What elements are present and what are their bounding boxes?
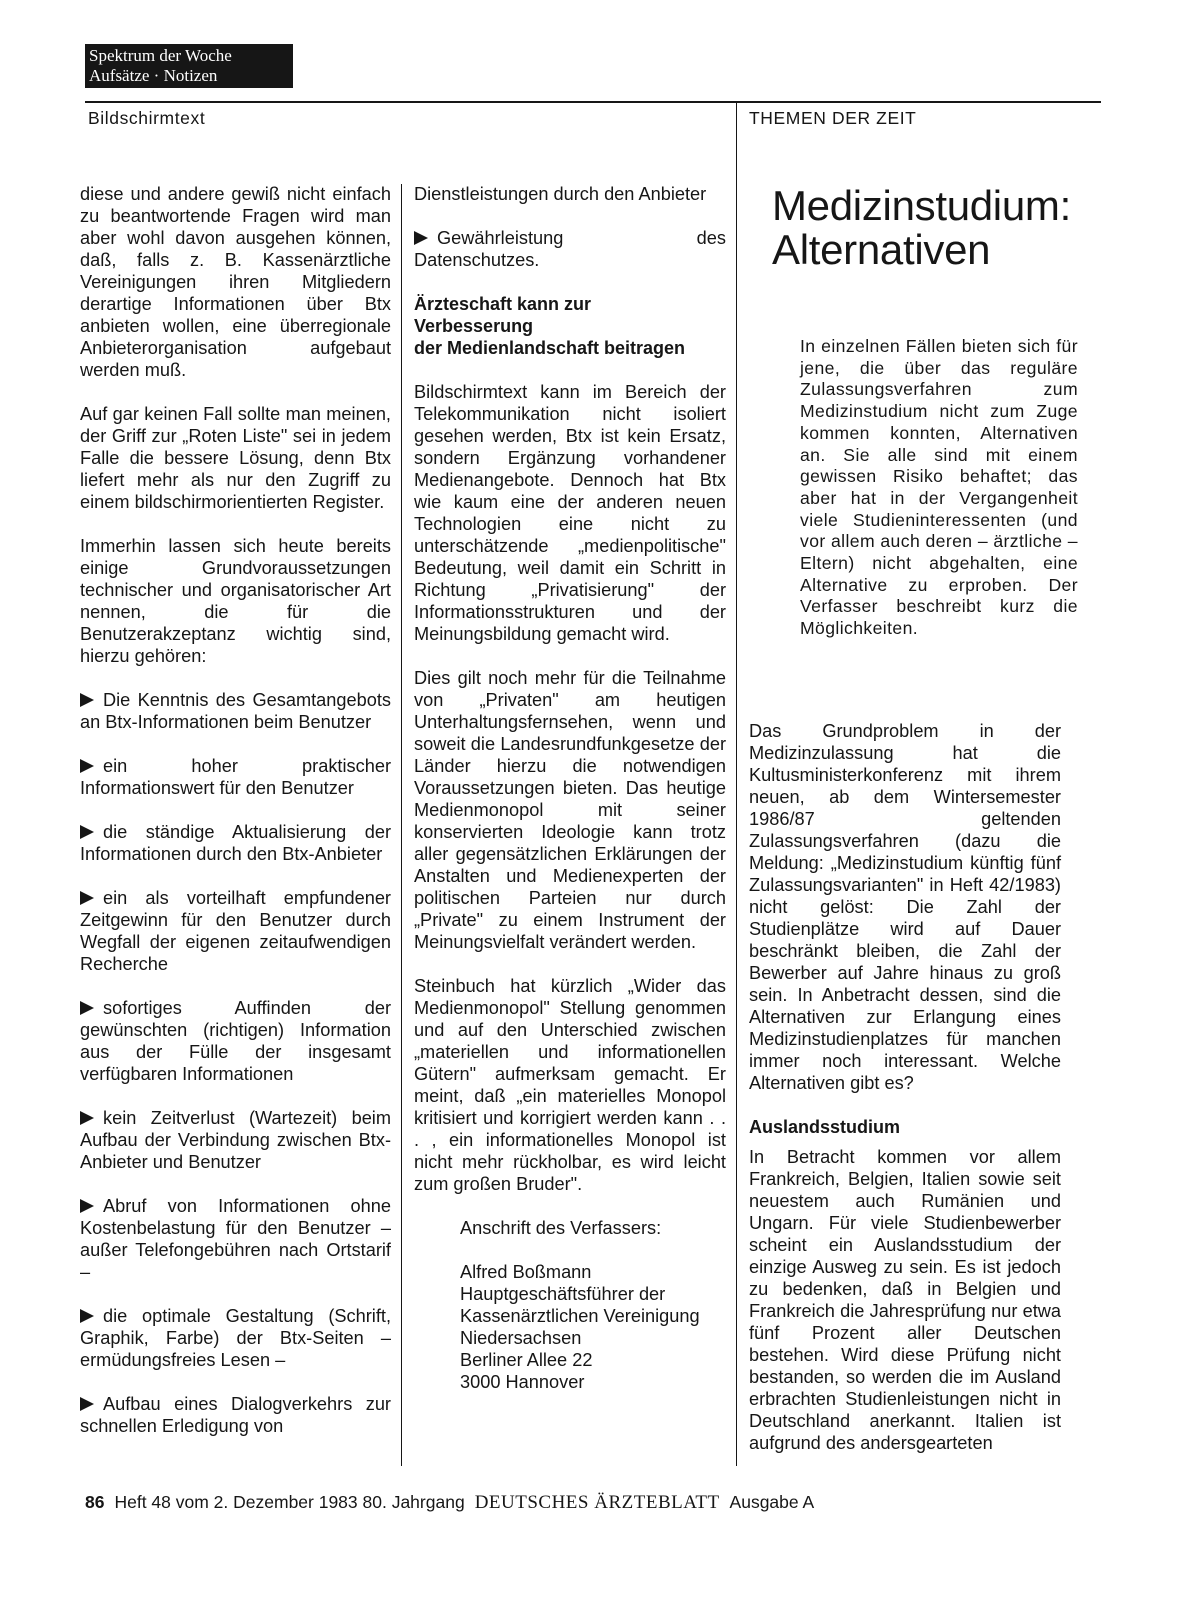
section-label-right: THEMEN DER ZEIT bbox=[749, 108, 917, 128]
paragraph: Auf gar keinen Fall sollte man meinen, der Griff zur „Roten Liste" sei in jedem Falle die bessere Lösung, denn Btx liefert mehr als nur den Zugriff zu einem bildschirmorientierten Register. bbox=[80, 404, 391, 512]
subheading-line: der Medienlandschaft beitragen bbox=[414, 338, 686, 358]
triangle-bullet-icon bbox=[80, 1309, 94, 1323]
bullet-text: kein Zeitverlust (Wartezeit) beim Aufbau der Verbindung zwischen Btx-Anbieter und Benutzer bbox=[80, 1108, 391, 1172]
address-line: 3000 Hannover bbox=[460, 1372, 585, 1392]
subheading: Auslandsstudium bbox=[749, 1117, 901, 1137]
paragraph: Bildschirmtext kann im Bereich der Telekommunikation nicht isoliert gesehen werden, Btx ist kein Ersatz, sondern Ergänzung vorhandener Medienangebote. Dennoch hat Btx wie kaum eine der anderen neuen Technologien eine nicht zu unterschätzende „medienpolitische" Bedeutung, weil damit ein Schritt in Richtung „Privatisierung" der Informationsstrukturen und der Meinungsbildung gemacht wird. bbox=[414, 382, 726, 644]
paragraph: Dies gilt noch mehr für die Teilnahme von „Privaten" am heutigen Unterhaltungsfernsehen, wenn und soweit die Landesrundfunkgesetze der Länder hierzu die notwendigen Voraussetzungen bieten. Das heutige Medienmonopol mit seiner konservierten Ideologie kann trotz aller gegensätzlichen Erklärungen der Anstalten und Medienexperten der politischen Parteien nur durch „Private" zu einem Instrument der Meinungsvielfalt verändert werden. bbox=[414, 668, 726, 952]
bullet-text: Aufbau eines Dialogverkehrs zur schnellen Erledigung von bbox=[80, 1394, 391, 1436]
bullet-item bbox=[80, 1305, 391, 1371]
triangle-bullet-icon bbox=[80, 1111, 94, 1125]
triangle-bullet-icon bbox=[80, 1199, 94, 1213]
triangle-bullet-icon bbox=[80, 693, 94, 707]
article-title bbox=[772, 184, 1112, 272]
bullet-item bbox=[80, 997, 391, 1085]
column-1 bbox=[80, 183, 391, 1459]
column-rule-1 bbox=[401, 184, 402, 1466]
article-title-line2: Alternativen bbox=[772, 226, 991, 273]
column-2 bbox=[414, 183, 726, 1393]
triangle-bullet-icon bbox=[80, 1397, 94, 1411]
subheading bbox=[414, 293, 726, 359]
address-line: Berliner Allee 22 bbox=[460, 1350, 593, 1370]
triangle-bullet-icon bbox=[80, 825, 94, 839]
article-title-line1: Medizinstudium: bbox=[772, 182, 1071, 229]
top-rule bbox=[85, 101, 1101, 103]
bullet-text: die optimale Gestaltung (Schrift, Graphik, Farbe) der Btx-Seiten – ermüdungsfreies Lesen – bbox=[80, 1306, 391, 1370]
column-3 bbox=[749, 720, 1061, 1476]
triangle-bullet-icon bbox=[80, 1001, 94, 1015]
edition-label: Ausgabe A bbox=[729, 1492, 815, 1512]
author-address bbox=[414, 1217, 726, 1393]
bullet-item bbox=[80, 755, 391, 799]
section-header-line2: Aufsätze · Notizen bbox=[89, 66, 218, 85]
paragraph: Immerhin lassen sich heute bereits einige Grundvoraussetzungen technischer und organisatorischer Art nennen, die für die Benutzerakzeptanz wichtig sind, hierzu gehören: bbox=[80, 536, 391, 666]
bullet-item bbox=[80, 689, 391, 733]
paragraph: Das Grundproblem in der Medizinzulassung hat die Kultusministerkonferenz mit ihrem neuen, ab dem Wintersemester 1986/87 geltenden Zulassungsverfahren (dazu die Meldung: „Medizinstudium künftig fünf Zulassungsvarianten" in Heft 42/1983) nicht gelöst: Die Zahl der Studienplätze wird auf Dauer beschränkt bleiben, die Zahl der Bewerber auf Jahre hinaus zu groß sein. In Anbetracht dessen, sind die Alternativen zur Erlangung eines Medizinstudienplatzes für manchen immer noch interessant. Welche Alternativen gibt es? bbox=[749, 721, 1061, 1093]
bullet-text: Die Kenntnis des Gesamtangebots an Btx-Informationen beim Benutzer bbox=[80, 690, 391, 732]
bullet-item bbox=[80, 1393, 391, 1437]
section-label-left: Bildschirmtext bbox=[88, 108, 206, 128]
address-line: Hauptgeschäftsführer der bbox=[460, 1284, 666, 1304]
bullet-text: ein als vorteilhaft empfundener Zeitgewinn für den Benutzer durch Wegfall der eigenen zeitaufwendigen Recherche bbox=[80, 888, 391, 974]
section-header-box bbox=[85, 44, 293, 88]
address-line: Kassenärztlichen Vereinigung bbox=[460, 1306, 700, 1326]
bullet-text: Abruf von Informationen ohne Kostenbelastung für den Benutzer – außer Telefongebühren nach Ortstarif – bbox=[80, 1196, 391, 1282]
bullet-item bbox=[80, 1195, 391, 1283]
issue-info: Heft 48 vom 2. Dezember 1983 80. Jahrgang bbox=[114, 1492, 465, 1512]
bullet-text: ein hoher praktischer Informationswert für den Benutzer bbox=[80, 756, 391, 798]
section-header-line1: Spektrum der Woche bbox=[89, 46, 232, 65]
page-number: 86 bbox=[85, 1492, 105, 1512]
address-title: Anschrift des Verfassers: bbox=[460, 1218, 662, 1238]
paragraph: Dienstleistungen durch den Anbieter bbox=[414, 184, 707, 204]
paragraph: diese und andere gewiß nicht einfach zu beantwortende Fragen wird man aber wohl davon ausgehen können, daß, falls z. B. Kassenärztliche Vereinigungen ihren Mitgliedern derartige Informationen über Btx anbieten wollen, eine überregionale Anbieterorganisation aufgebaut werden muß. bbox=[80, 184, 391, 380]
address-line: Alfred Boßmann bbox=[460, 1262, 592, 1282]
column-rule-2 bbox=[736, 101, 737, 1466]
journal-name: DEUTSCHES ÄRZTEBLATT bbox=[474, 1492, 720, 1513]
triangle-bullet-icon bbox=[414, 231, 428, 245]
article-teaser: In einzelnen Fällen bieten sich für jene, die über das reguläre Zulassungsverfahren zum Medizinstudium nicht zum Zuge kommen konnten, Alternativen an. Sie alle sind mit einem gewissen Risiko behaftet; das aber hat in der Vergangenheit viele Studieninteressenten (und vor allem auch deren – ärztliche – Eltern) nicht abgehalten, eine Alternative zu erproben. Der Verfasser beschreibt kurz die Möglichkeiten. bbox=[800, 336, 1078, 639]
bullet-item bbox=[80, 1107, 391, 1173]
subheading-line: Verbesserung bbox=[414, 316, 534, 336]
paragraph: Steinbuch hat kürzlich „Wider das Medienmonopol" Stellung genommen und auf den Unterschied zwischen „materiellen und informationellen Gütern" aufmerksam gemacht. Er meint, daß „ein materielles Monopol kritisiert und korrigiert werden kann . . . , ein informationelles Monopol ist nicht mehr rückholbar, es wird leicht zum großen Bruder". bbox=[414, 976, 726, 1194]
subheading-line: Ärzteschaft kann zur bbox=[414, 294, 592, 314]
triangle-bullet-icon bbox=[80, 759, 94, 773]
triangle-bullet-icon bbox=[80, 891, 94, 905]
bullet-text: die ständige Aktualisierung der Informationen durch den Btx-Anbieter bbox=[80, 822, 391, 864]
page-footer bbox=[85, 1492, 814, 1514]
bullet-item bbox=[80, 887, 391, 975]
address-line: Niedersachsen bbox=[460, 1328, 582, 1348]
bullet-text: Gewährleistung des Datenschutzes. bbox=[414, 228, 726, 270]
bullet-text: sofortiges Auffinden der gewünschten (richtigen) Information aus der Fülle der insgesamt verfügbaren Informationen bbox=[80, 998, 391, 1084]
paragraph: In Betracht kommen vor allem Frankreich, Belgien, Italien sowie seit neuestem auch Rumänien und Ungarn. Für viele Studienbewerber scheint ein Auslandsstudium der einzige Ausweg zu sein. Es ist jedoch zu bedenken, daß in Belgien und Frankreich die Jahresprüfung nur etwa fünf Prozent aller Deutschen bestehen. Wird diese Prüfung nicht bestanden, so werden die im Ausland erbrachten Studienleistungen nicht in Deutschland anerkannt. Italien ist aufgrund des andersgearteten bbox=[749, 1147, 1061, 1453]
bullet-item bbox=[414, 227, 726, 271]
bullet-item bbox=[80, 821, 391, 865]
